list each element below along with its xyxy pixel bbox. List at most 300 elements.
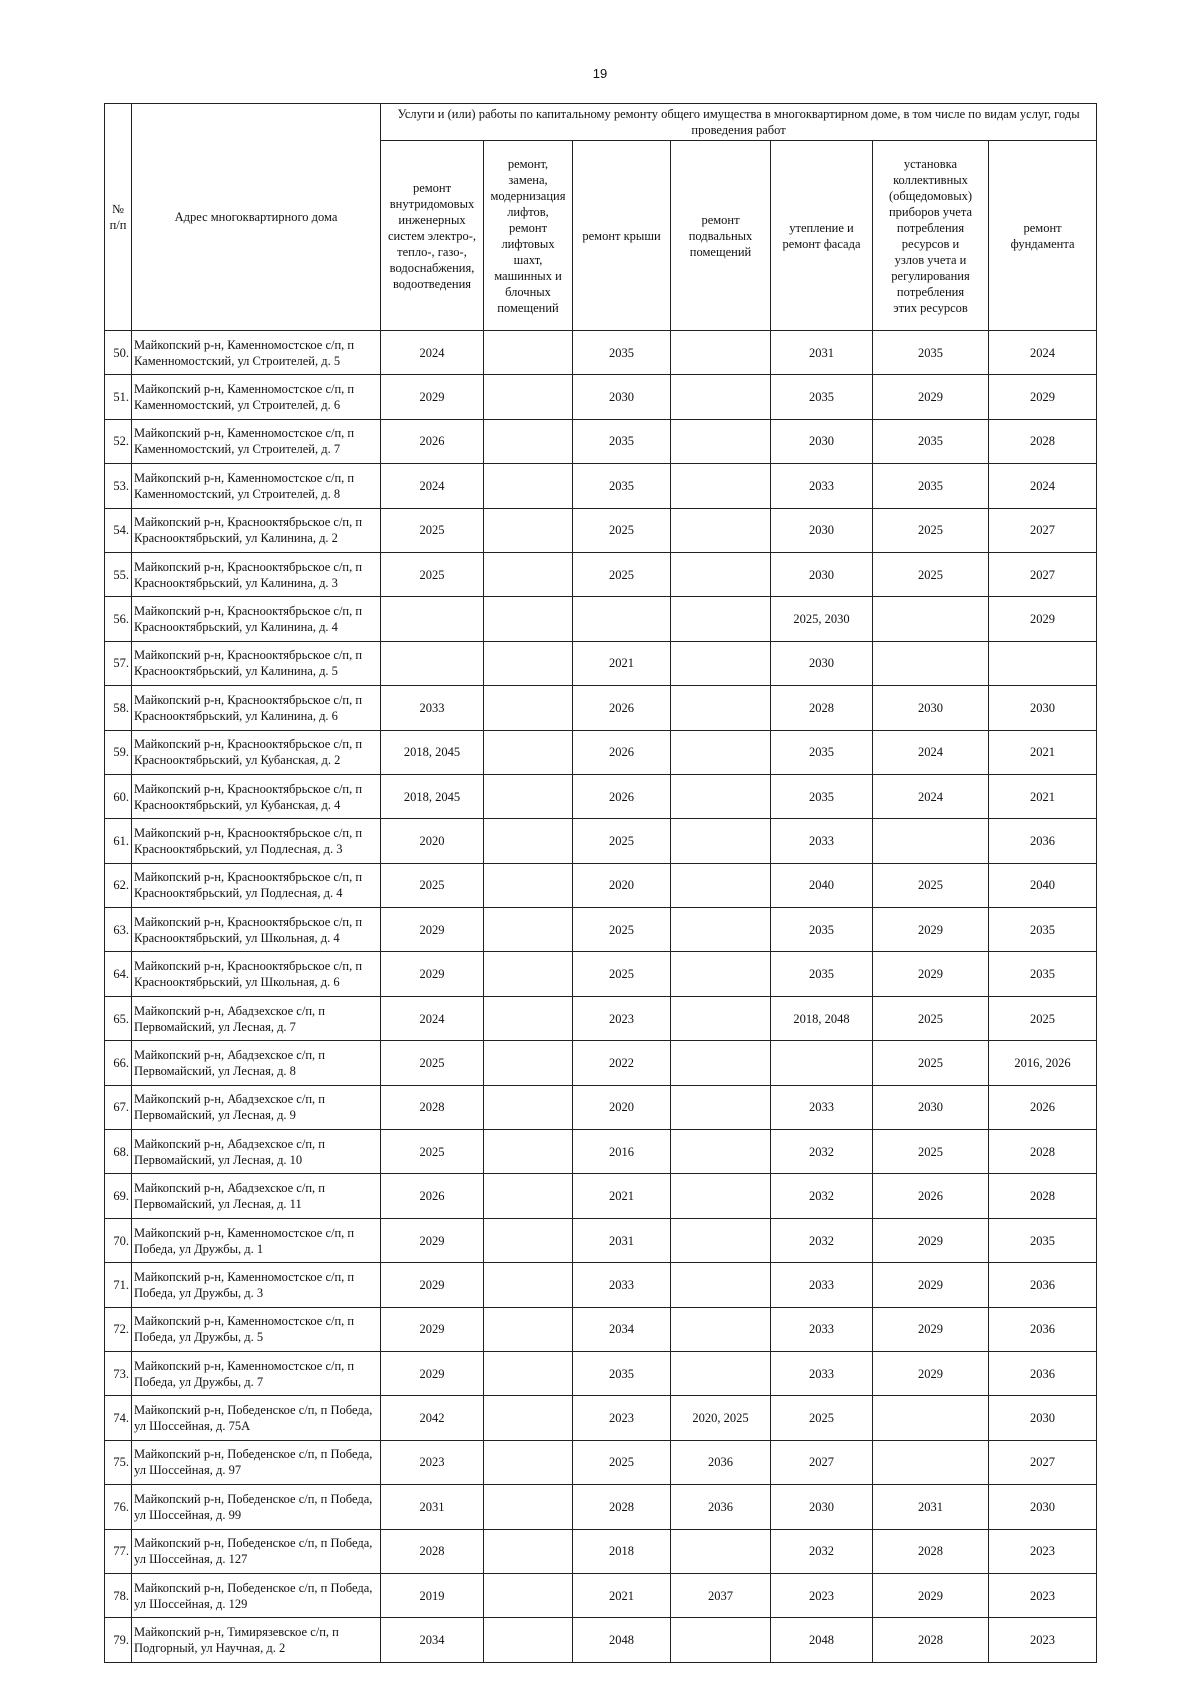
row-year-cell: 2036 (989, 1351, 1097, 1395)
row-year-cell (671, 464, 771, 508)
row-year-cell: 2025 (873, 1130, 989, 1174)
table-row (105, 1218, 1097, 1262)
row-year-cell (484, 863, 573, 907)
row-year-cell (671, 774, 771, 818)
table-row (105, 375, 1097, 419)
row-year-cell (671, 908, 771, 952)
table-row (105, 1618, 1097, 1662)
row-year-cell: 2033 (573, 1263, 671, 1307)
row-year-cell (873, 641, 989, 685)
row-number: 75. (105, 1440, 132, 1484)
row-year-cell: 2030 (771, 641, 873, 685)
row-year-cell: 2028 (989, 419, 1097, 463)
row-year-cell: 2029 (873, 952, 989, 996)
table-row (105, 863, 1097, 907)
row-year-cell: 2031 (771, 331, 873, 375)
row-year-cell: 2033 (771, 1307, 873, 1351)
row-year-cell: 2033 (771, 819, 873, 863)
row-year-cell: 2048 (573, 1618, 671, 1662)
row-year-cell (484, 419, 573, 463)
row-address: Майкопский р-н, Победенское с/п, п Победа, ул Шоссейная, д. 127 (132, 1529, 381, 1573)
row-year-cell: 2030 (873, 1085, 989, 1129)
row-year-cell: 2034 (381, 1618, 484, 1662)
row-address: Майкопский р-н, Краснооктябрьское с/п, п Краснооктябрьский, ул Калинина, д. 4 (132, 597, 381, 641)
row-year-cell: 2029 (381, 1307, 484, 1351)
header-service-label: установка коллективных (общедомовых) приборов учета потребления ресурсов и узлов учета и регулирования потребления этих ресурсов (888, 156, 973, 315)
row-year-cell: 2028 (873, 1529, 989, 1573)
row-number: 67. (105, 1085, 132, 1129)
row-year-cell: 2031 (381, 1485, 484, 1529)
row-address: Майкопский р-н, Краснооктябрьское с/п, п Краснооктябрьский, ул Кубанская, д. 2 (132, 730, 381, 774)
row-year-cell: 2035 (989, 908, 1097, 952)
table-row (105, 730, 1097, 774)
row-year-cell: 2029 (381, 952, 484, 996)
row-number: 50. (105, 331, 132, 375)
row-number: 78. (105, 1573, 132, 1617)
capital-repair-table (104, 103, 1097, 1663)
row-year-cell: 2028 (771, 686, 873, 730)
row-year-cell: 2021 (573, 1573, 671, 1617)
row-year-cell: 2025 (771, 1396, 873, 1440)
row-address: Майкопский р-н, Краснооктябрьское с/п, п Краснооктябрьский, ул Школьная, д. 6 (132, 952, 381, 996)
header-service-label: ремонт, замена, модернизация лифтов, ремонт лифтовых шахт, машинных и блочных помещений (490, 156, 566, 315)
row-year-cell: 2035 (573, 464, 671, 508)
row-number: 53. (105, 464, 132, 508)
row-year-cell (484, 1085, 573, 1129)
row-year-cell (484, 774, 573, 818)
table-row (105, 1529, 1097, 1573)
table-row (105, 1263, 1097, 1307)
row-year-cell (484, 1440, 573, 1484)
row-year-cell (484, 686, 573, 730)
header-service-2 (484, 141, 573, 331)
table-row (105, 641, 1097, 685)
table-row (105, 952, 1097, 996)
table-row (105, 774, 1097, 818)
table-row (105, 419, 1097, 463)
row-year-cell (484, 1573, 573, 1617)
header-service-label: утепление и ремонт фасада (782, 220, 861, 251)
row-year-cell: 2036 (671, 1440, 771, 1484)
row-year-cell: 2025 (381, 552, 484, 596)
row-number: 60. (105, 774, 132, 818)
table-row (105, 1085, 1097, 1129)
row-address: Майкопский р-н, Абадзехское с/п, п Первомайский, ул Лесная, д. 8 (132, 1041, 381, 1085)
row-year-cell: 2023 (573, 996, 671, 1040)
row-year-cell: 2029 (873, 908, 989, 952)
row-address: Майкопский р-н, Каменномостское с/п, п Победа, ул Дружбы, д. 7 (132, 1351, 381, 1395)
row-year-cell: 2036 (671, 1485, 771, 1529)
row-year-cell: 2035 (771, 375, 873, 419)
row-number: 73. (105, 1351, 132, 1395)
header-services-group (381, 104, 1097, 141)
table-row (105, 686, 1097, 730)
row-year-cell (671, 996, 771, 1040)
row-year-cell: 2029 (989, 375, 1097, 419)
row-year-cell (484, 730, 573, 774)
table-row (105, 1130, 1097, 1174)
row-year-cell: 2025 (381, 863, 484, 907)
row-year-cell: 2030 (771, 1485, 873, 1529)
row-year-cell: 2030 (989, 686, 1097, 730)
row-year-cell: 2036 (989, 1263, 1097, 1307)
row-year-cell (484, 819, 573, 863)
table-row (105, 1307, 1097, 1351)
row-year-cell (484, 641, 573, 685)
row-year-cell: 2030 (873, 686, 989, 730)
row-number: 54. (105, 508, 132, 552)
row-year-cell: 2029 (381, 908, 484, 952)
header-service-label: ремонт внутридомовых инженерных систем электро-, тепло-, газо-, водоснабжения, водоотведения (387, 180, 477, 291)
row-year-cell: 2025, 2030 (771, 597, 873, 641)
row-year-cell: 2023 (573, 1396, 671, 1440)
row-number: 68. (105, 1130, 132, 1174)
row-year-cell: 2025 (873, 552, 989, 596)
table-row (105, 1485, 1097, 1529)
row-year-cell: 2024 (873, 730, 989, 774)
table-row (105, 508, 1097, 552)
row-address: Майкопский р-н, Краснооктябрьское с/п, п Краснооктябрьский, ул Подлесная, д. 3 (132, 819, 381, 863)
row-year-cell: 2040 (771, 863, 873, 907)
row-year-cell (381, 597, 484, 641)
row-year-cell: 2026 (381, 419, 484, 463)
row-year-cell (484, 552, 573, 596)
row-year-cell (671, 1307, 771, 1351)
row-year-cell: 2028 (873, 1618, 989, 1662)
row-address: Майкопский р-н, Каменномостское с/п, п Победа, ул Дружбы, д. 3 (132, 1263, 381, 1307)
row-year-cell: 2028 (989, 1174, 1097, 1218)
row-year-cell: 2020 (573, 1085, 671, 1129)
row-address: Майкопский р-н, Каменномостское с/п, п Каменномостский, ул Строителей, д. 8 (132, 464, 381, 508)
row-number: 51. (105, 375, 132, 419)
row-year-cell: 2029 (873, 375, 989, 419)
row-address: Майкопский р-н, Абадзехское с/п, п Первомайский, ул Лесная, д. 11 (132, 1174, 381, 1218)
row-year-cell: 2032 (771, 1174, 873, 1218)
row-number: 55. (105, 552, 132, 596)
row-year-cell: 2028 (381, 1085, 484, 1129)
row-year-cell: 2036 (989, 1307, 1097, 1351)
row-year-cell: 2019 (381, 1573, 484, 1617)
row-year-cell: 2028 (381, 1529, 484, 1573)
row-year-cell (671, 1351, 771, 1395)
row-year-cell (484, 375, 573, 419)
table-row (105, 597, 1097, 641)
row-year-cell: 2026 (573, 774, 671, 818)
header-address (132, 104, 381, 331)
page-number: 19 (592, 66, 608, 81)
row-year-cell: 2030 (573, 375, 671, 419)
row-address: Майкопский р-н, Победенское с/п, п Победа, ул Шоссейная, д. 75А (132, 1396, 381, 1440)
row-year-cell: 2033 (381, 686, 484, 730)
row-year-cell: 2016 (573, 1130, 671, 1174)
row-year-cell (671, 552, 771, 596)
header-service-4 (671, 141, 771, 331)
row-year-cell (484, 597, 573, 641)
row-year-cell (671, 1263, 771, 1307)
row-year-cell: 2033 (771, 464, 873, 508)
header-address-label: Адрес многоквартирного дома (174, 210, 338, 224)
row-address: Майкопский р-н, Каменномостское с/п, п Каменномостский, ул Строителей, д. 6 (132, 375, 381, 419)
row-year-cell: 2027 (771, 1440, 873, 1484)
row-year-cell: 2029 (381, 1218, 484, 1262)
row-year-cell: 2024 (381, 996, 484, 1040)
row-year-cell: 2027 (989, 1440, 1097, 1484)
row-year-cell: 2025 (873, 863, 989, 907)
row-year-cell (671, 419, 771, 463)
row-year-cell: 2018, 2045 (381, 730, 484, 774)
row-year-cell (484, 1485, 573, 1529)
row-year-cell (671, 952, 771, 996)
row-year-cell (873, 1440, 989, 1484)
row-number: 57. (105, 641, 132, 685)
row-year-cell: 2025 (573, 552, 671, 596)
row-address: Майкопский р-н, Краснооктябрьское с/п, п Краснооктябрьский, ул Калинина, д. 2 (132, 508, 381, 552)
row-address: Майкопский р-н, Краснооктябрьское с/п, п Краснооктябрьский, ул Калинина, д. 3 (132, 552, 381, 596)
row-year-cell: 2026 (989, 1085, 1097, 1129)
row-year-cell: 2020 (381, 819, 484, 863)
row-year-cell: 2035 (771, 952, 873, 996)
row-year-cell (484, 1529, 573, 1573)
table-row (105, 1351, 1097, 1395)
table-row (105, 1573, 1097, 1617)
row-address: Майкопский р-н, Краснооктябрьское с/п, п Краснооктябрьский, ул Подлесная, д. 4 (132, 863, 381, 907)
row-year-cell: 2021 (573, 641, 671, 685)
row-year-cell (671, 1041, 771, 1085)
row-year-cell: 2025 (381, 508, 484, 552)
row-year-cell: 2042 (381, 1396, 484, 1440)
row-year-cell: 2040 (989, 863, 1097, 907)
row-year-cell (484, 1263, 573, 1307)
row-year-cell: 2033 (771, 1351, 873, 1395)
row-number: 77. (105, 1529, 132, 1573)
row-year-cell (671, 686, 771, 730)
row-year-cell: 2024 (381, 331, 484, 375)
row-year-cell: 2034 (573, 1307, 671, 1351)
row-year-cell (671, 508, 771, 552)
row-year-cell: 2029 (873, 1573, 989, 1617)
table-row (105, 1440, 1097, 1484)
row-year-cell (873, 819, 989, 863)
row-year-cell: 2025 (573, 908, 671, 952)
row-year-cell: 2032 (771, 1529, 873, 1573)
row-address: Майкопский р-н, Каменномостское с/п, п Победа, ул Дружбы, д. 5 (132, 1307, 381, 1351)
row-year-cell: 2021 (989, 774, 1097, 818)
table-row (105, 331, 1097, 375)
row-year-cell: 2033 (771, 1085, 873, 1129)
row-year-cell (484, 464, 573, 508)
row-year-cell: 2030 (989, 1396, 1097, 1440)
row-year-cell: 2031 (573, 1218, 671, 1262)
row-year-cell: 2022 (573, 1041, 671, 1085)
row-year-cell (873, 597, 989, 641)
row-address: Майкопский р-н, Победенское с/п, п Победа, ул Шоссейная, д. 97 (132, 1440, 381, 1484)
header-services-label: Услуги и (или) работы по капитальному ремонту общего имущества в многоквартирном доме, в том числе по видам услуг, годы проведения работ (397, 107, 1080, 137)
row-address: Майкопский р-н, Абадзехское с/п, п Первомайский, ул Лесная, д. 10 (132, 1130, 381, 1174)
row-year-cell: 2026 (573, 730, 671, 774)
row-year-cell (671, 641, 771, 685)
row-year-cell: 2030 (989, 1485, 1097, 1529)
row-year-cell: 2025 (873, 996, 989, 1040)
row-year-cell: 2035 (989, 1218, 1097, 1262)
row-year-cell (484, 1041, 573, 1085)
header-service-label: ремонт подвальных помещений (688, 212, 753, 259)
table-row (105, 1174, 1097, 1218)
row-year-cell (484, 1218, 573, 1262)
row-year-cell: 2030 (771, 508, 873, 552)
row-year-cell: 2035 (873, 419, 989, 463)
row-year-cell: 2036 (989, 819, 1097, 863)
row-year-cell: 2027 (989, 552, 1097, 596)
row-year-cell: 2024 (873, 774, 989, 818)
row-year-cell: 2025 (573, 819, 671, 863)
row-year-cell: 2025 (573, 1440, 671, 1484)
row-year-cell: 2021 (989, 730, 1097, 774)
row-year-cell (573, 597, 671, 641)
row-year-cell: 2035 (873, 331, 989, 375)
row-address: Майкопский р-н, Абадзехское с/п, п Первомайский, ул Лесная, д. 7 (132, 996, 381, 1040)
row-year-cell: 2023 (989, 1618, 1097, 1662)
row-number: 66. (105, 1041, 132, 1085)
row-year-cell: 2033 (771, 1263, 873, 1307)
row-year-cell (671, 597, 771, 641)
row-year-cell (989, 641, 1097, 685)
row-year-cell: 2018, 2048 (771, 996, 873, 1040)
row-year-cell: 2035 (573, 331, 671, 375)
header-service-6 (873, 141, 989, 331)
row-number: 52. (105, 419, 132, 463)
row-year-cell: 2025 (873, 1041, 989, 1085)
row-year-cell (484, 1307, 573, 1351)
table-row (105, 996, 1097, 1040)
row-year-cell: 2032 (771, 1218, 873, 1262)
table-row (105, 1041, 1097, 1085)
header-service-3 (573, 141, 671, 331)
row-year-cell (671, 1130, 771, 1174)
row-year-cell (671, 1218, 771, 1262)
row-year-cell: 2029 (873, 1218, 989, 1262)
row-year-cell (484, 908, 573, 952)
row-address: Майкопский р-н, Победенское с/п, п Победа, ул Шоссейная, д. 99 (132, 1485, 381, 1529)
row-year-cell: 2025 (381, 1041, 484, 1085)
row-year-cell: 2026 (573, 686, 671, 730)
row-year-cell: 2023 (989, 1573, 1097, 1617)
row-year-cell: 2025 (573, 508, 671, 552)
row-number: 79. (105, 1618, 132, 1662)
row-number: 72. (105, 1307, 132, 1351)
row-year-cell: 2035 (771, 730, 873, 774)
row-year-cell (484, 996, 573, 1040)
row-year-cell (484, 1174, 573, 1218)
row-year-cell: 2029 (381, 1263, 484, 1307)
row-year-cell (484, 952, 573, 996)
row-year-cell: 2023 (989, 1529, 1097, 1573)
row-number: 70. (105, 1218, 132, 1262)
row-year-cell: 2025 (381, 1130, 484, 1174)
header-service-5 (771, 141, 873, 331)
row-year-cell: 2018 (573, 1529, 671, 1573)
row-address: Майкопский р-н, Краснооктябрьское с/п, п Краснооктябрьский, ул Калинина, д. 6 (132, 686, 381, 730)
row-year-cell: 2016, 2026 (989, 1041, 1097, 1085)
row-year-cell (671, 1085, 771, 1129)
header-service-label: ремонт крыши (582, 228, 661, 243)
row-number: 63. (105, 908, 132, 952)
row-year-cell (484, 331, 573, 375)
row-year-cell: 2037 (671, 1573, 771, 1617)
row-year-cell: 2025 (573, 952, 671, 996)
row-year-cell: 2028 (989, 1130, 1097, 1174)
row-year-cell: 2035 (771, 908, 873, 952)
row-number: 64. (105, 952, 132, 996)
table-row (105, 1396, 1097, 1440)
row-year-cell: 2029 (381, 1351, 484, 1395)
row-year-cell: 2029 (989, 597, 1097, 641)
row-address: Майкопский р-н, Каменномостское с/п, п Каменномостский, ул Строителей, д. 5 (132, 331, 381, 375)
row-number: 59. (105, 730, 132, 774)
row-number: 65. (105, 996, 132, 1040)
row-year-cell: 2048 (771, 1618, 873, 1662)
row-year-cell: 2023 (381, 1440, 484, 1484)
row-year-cell: 2024 (381, 464, 484, 508)
row-year-cell (484, 1351, 573, 1395)
row-number: 76. (105, 1485, 132, 1529)
row-year-cell: 2031 (873, 1485, 989, 1529)
row-year-cell (671, 1618, 771, 1662)
row-year-cell: 2025 (873, 508, 989, 552)
row-year-cell (771, 1041, 873, 1085)
row-address: Майкопский р-н, Победенское с/п, п Победа, ул Шоссейная, д. 129 (132, 1573, 381, 1617)
row-year-cell (671, 375, 771, 419)
row-year-cell: 2035 (771, 774, 873, 818)
row-address: Майкопский р-н, Тимирязевское с/п, п Подгорный, ул Научная, д. 2 (132, 1618, 381, 1662)
row-year-cell (484, 1130, 573, 1174)
row-address: Майкопский р-н, Каменномостское с/п, п Каменномостский, ул Строителей, д. 7 (132, 419, 381, 463)
row-year-cell (671, 1174, 771, 1218)
row-year-cell: 2026 (873, 1174, 989, 1218)
row-address: Майкопский р-н, Краснооктябрьское с/п, п Краснооктябрьский, ул Школьная, д. 4 (132, 908, 381, 952)
table-row (105, 552, 1097, 596)
row-year-cell: 2028 (573, 1485, 671, 1529)
row-year-cell: 2029 (873, 1307, 989, 1351)
row-number: 74. (105, 1396, 132, 1440)
row-year-cell: 2023 (771, 1573, 873, 1617)
row-year-cell: 2029 (873, 1263, 989, 1307)
row-address: Майкопский р-н, Краснооктябрьское с/п, п Краснооктябрьский, ул Кубанская, д. 4 (132, 774, 381, 818)
row-year-cell (873, 1396, 989, 1440)
row-year-cell: 2020 (573, 863, 671, 907)
row-address: Майкопский р-н, Краснооктябрьское с/п, п Краснооктябрьский, ул Калинина, д. 5 (132, 641, 381, 685)
table-row (105, 464, 1097, 508)
row-year-cell (484, 1618, 573, 1662)
row-year-cell: 2018, 2045 (381, 774, 484, 818)
table-row (105, 819, 1097, 863)
row-year-cell (671, 730, 771, 774)
row-year-cell: 2030 (771, 419, 873, 463)
row-year-cell (381, 641, 484, 685)
row-year-cell (671, 331, 771, 375)
row-year-cell: 2030 (771, 552, 873, 596)
row-year-cell (484, 508, 573, 552)
row-year-cell: 2026 (381, 1174, 484, 1218)
row-year-cell: 2029 (873, 1351, 989, 1395)
header-number (105, 104, 132, 331)
row-year-cell: 2020, 2025 (671, 1396, 771, 1440)
row-address: Майкопский р-н, Абадзехское с/п, п Первомайский, ул Лесная, д. 9 (132, 1085, 381, 1129)
row-year-cell (671, 1529, 771, 1573)
row-number: 56. (105, 597, 132, 641)
row-year-cell: 2027 (989, 508, 1097, 552)
row-year-cell: 2035 (873, 464, 989, 508)
row-year-cell: 2029 (381, 375, 484, 419)
